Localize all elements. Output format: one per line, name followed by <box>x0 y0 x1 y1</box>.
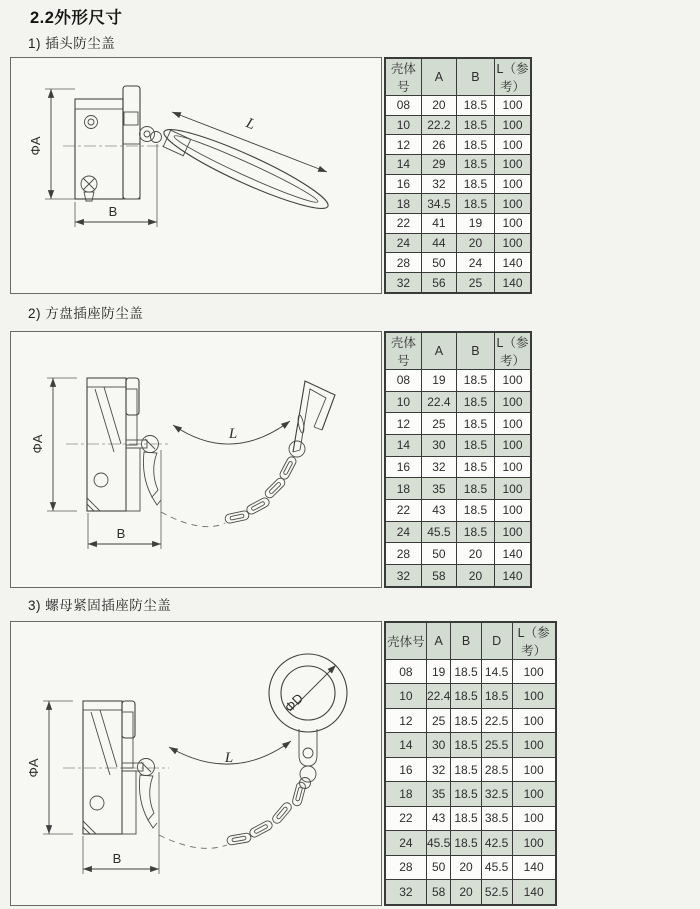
table-row <box>385 855 556 879</box>
table-cell: 18.5 <box>457 370 495 392</box>
dimension-table-nut-socket <box>384 621 557 906</box>
table-row <box>385 273 531 293</box>
section-3-label: 3) 螺母紧固插座防尘盖 <box>28 598 172 613</box>
table-cell: 18.5 <box>457 435 495 457</box>
table-cell: 25.5 <box>481 733 512 757</box>
table-cell: 100 <box>494 500 531 522</box>
table-cell: 12 <box>385 413 421 435</box>
table-cell: 32 <box>385 880 426 905</box>
column-header: A <box>421 332 456 370</box>
table-cell: 100 <box>494 391 531 413</box>
lanyard-loop <box>158 119 333 219</box>
table-row <box>385 233 531 253</box>
dimension-l <box>173 421 290 444</box>
table-cell: 18.5 <box>457 96 495 116</box>
table-cell: 24 <box>457 253 495 273</box>
table-cell: 20 <box>457 565 495 587</box>
dimension-phi-a <box>26 701 73 834</box>
table-cell: 45.5 <box>426 831 451 855</box>
table-cell: 10 <box>385 391 421 413</box>
table-cell: 18.5 <box>457 115 495 135</box>
section-3-row <box>10 621 557 906</box>
latch-lever <box>142 436 162 506</box>
table-cell: 45.5 <box>481 855 512 879</box>
dim-l-label: L <box>243 115 258 134</box>
table-row <box>385 880 556 905</box>
table-cell: 30 <box>426 733 451 757</box>
table-cell: 140 <box>494 543 531 565</box>
table-cell: 20 <box>421 96 456 116</box>
table-cell: 140 <box>512 880 555 905</box>
column-header: L（参考） <box>494 332 531 370</box>
table-cell: 22.5 <box>481 708 512 732</box>
table-cell: 14.5 <box>481 660 512 684</box>
column-header: D <box>481 622 512 660</box>
table-cell: 100 <box>494 478 531 500</box>
plug-dust-cap-drawing <box>10 57 382 294</box>
table-cell: 100 <box>512 684 555 708</box>
table-cell: 32 <box>385 273 421 293</box>
table-cell: 08 <box>385 370 421 392</box>
nut-socket-cap-svg <box>11 622 381 905</box>
cap-body <box>87 378 147 511</box>
table-cell: 140 <box>494 253 531 273</box>
table-cell: 100 <box>494 233 531 253</box>
table-cell: 100 <box>512 757 555 781</box>
table-cell: 100 <box>512 806 555 830</box>
table-row <box>385 660 556 684</box>
table-row <box>385 831 556 855</box>
table-row <box>385 782 556 806</box>
table-cell: 50 <box>421 253 456 273</box>
table-cell: 18.5 <box>457 155 495 175</box>
page-title: 2.2外形尺寸 <box>30 9 123 27</box>
table-row <box>385 370 531 392</box>
table-header-row <box>385 622 556 660</box>
table-cell: 34.5 <box>421 194 456 214</box>
table-cell: 18.5 <box>457 174 495 194</box>
table-cell: 42.5 <box>481 831 512 855</box>
table-row <box>385 135 531 155</box>
chain-links <box>226 781 306 845</box>
table-cell: 28 <box>385 543 421 565</box>
table-cell: 50 <box>426 855 451 879</box>
dimension-b <box>88 450 161 549</box>
table-cell: 100 <box>512 782 555 806</box>
table-cell: 18.5 <box>451 782 481 806</box>
table-cell: 18.5 <box>457 413 495 435</box>
table-cell: 20 <box>457 233 495 253</box>
table-cell: 18.5 <box>451 660 481 684</box>
table-cell: 41 <box>421 214 456 234</box>
table-row <box>385 500 531 522</box>
table-cell: 100 <box>512 660 555 684</box>
table-cell: 19 <box>457 214 495 234</box>
table-cell: 140 <box>494 565 531 587</box>
table-row <box>385 115 531 135</box>
column-header: A <box>426 622 451 660</box>
cap-body <box>83 701 143 834</box>
table-cell: 24 <box>385 521 421 543</box>
section-1-row <box>10 57 532 294</box>
table-row <box>385 684 556 708</box>
table-cell: 18.5 <box>457 391 495 413</box>
table-cell: 100 <box>494 155 531 175</box>
table-cell: 18.5 <box>457 456 495 478</box>
table-cell: 22 <box>385 500 421 522</box>
square-flange-socket-cap-svg <box>11 332 381 587</box>
table-header-row <box>385 58 531 96</box>
table-cell: 18.5 <box>457 521 495 543</box>
dim-b-label: B <box>108 204 118 219</box>
table-cell: 24 <box>385 233 421 253</box>
dimension-table-plug <box>384 57 532 294</box>
table-row <box>385 456 531 478</box>
table-cell: 140 <box>494 273 531 293</box>
dimension-b <box>83 772 159 874</box>
table-cell: 22 <box>385 806 426 830</box>
column-header: L（参考） <box>494 58 531 96</box>
column-header: B <box>451 622 481 660</box>
table-cell: 25 <box>421 413 456 435</box>
table-cell: 29 <box>421 155 456 175</box>
dim-phi-a-label: ΦA <box>28 136 43 156</box>
latch-lever <box>138 759 158 829</box>
table-row <box>385 413 531 435</box>
table-cell: 100 <box>494 115 531 135</box>
table-cell: 10 <box>385 684 426 708</box>
table-cell: 16 <box>385 174 421 194</box>
table-cell: 18 <box>385 782 426 806</box>
table-cell: 18.5 <box>457 135 495 155</box>
plug-dust-cap-svg <box>11 58 381 293</box>
square-flange-socket-cap-drawing <box>10 331 382 588</box>
table-cell: 100 <box>494 174 531 194</box>
table-cell: 28 <box>385 855 426 879</box>
table-row <box>385 253 531 273</box>
dim-l-label: L <box>224 750 234 766</box>
section-2-row <box>10 331 532 588</box>
dim-phi-a-label: ΦA <box>26 758 41 778</box>
column-header: L（参考） <box>512 622 555 660</box>
column-header: 壳体号 <box>385 58 421 96</box>
table-cell: 32 <box>421 456 456 478</box>
section-1-label: 1) 插头防尘盖 <box>28 36 116 51</box>
table-cell: 100 <box>512 733 555 757</box>
table-cell: 26 <box>421 135 456 155</box>
table-cell: 43 <box>421 500 456 522</box>
table-cell: 100 <box>512 831 555 855</box>
table-cell: 16 <box>385 456 421 478</box>
cap-body <box>75 86 140 201</box>
table-cell: 19 <box>426 660 451 684</box>
table-cell: 19 <box>421 370 456 392</box>
table-cell: 44 <box>421 233 456 253</box>
table-cell: 08 <box>385 660 426 684</box>
motion-arc <box>159 835 227 848</box>
table-cell: 28 <box>385 253 421 273</box>
table-cell: 16 <box>385 757 426 781</box>
table-row <box>385 521 531 543</box>
motion-arc <box>161 512 225 527</box>
table-cell: 08 <box>385 96 421 116</box>
table-cell: 18.5 <box>451 757 481 781</box>
table-cell: 100 <box>494 194 531 214</box>
table-row <box>385 733 556 757</box>
table-cell: 100 <box>494 370 531 392</box>
column-header: 壳体号 <box>385 622 426 660</box>
chain-links <box>224 441 305 524</box>
table-cell: 100 <box>494 96 531 116</box>
table-row <box>385 174 531 194</box>
table-row <box>385 565 531 587</box>
column-header: B <box>457 58 495 96</box>
table-cell: 35 <box>421 478 456 500</box>
nut-socket-cap-drawing <box>10 621 382 906</box>
table-cell: 100 <box>494 456 531 478</box>
table-row <box>385 806 556 830</box>
table-cell: 18.5 <box>451 684 481 708</box>
dimension-table-square-flange <box>384 331 532 588</box>
table-cell: 22 <box>385 214 421 234</box>
table-cell: 32 <box>421 174 456 194</box>
table-cell: 10 <box>385 115 421 135</box>
table-cell: 100 <box>512 708 555 732</box>
table-cell: 20 <box>457 543 495 565</box>
table-cell: 18.5 <box>451 831 481 855</box>
dim-b-label: B <box>112 851 122 866</box>
table-cell: 25 <box>426 708 451 732</box>
table-cell: 32.5 <box>481 782 512 806</box>
table-cell: 50 <box>421 543 456 565</box>
table-cell: 100 <box>494 135 531 155</box>
column-header: B <box>457 332 495 370</box>
table-cell: 18.5 <box>457 194 495 214</box>
table-cell: 140 <box>512 855 555 879</box>
table-cell: 28.5 <box>481 757 512 781</box>
table-cell: 18.5 <box>457 478 495 500</box>
table-row <box>385 96 531 116</box>
table-cell: 100 <box>494 521 531 543</box>
table-cell: 12 <box>385 135 421 155</box>
table-row <box>385 194 531 214</box>
table-cell: 56 <box>421 273 456 293</box>
clevis-hinge <box>140 127 162 143</box>
table-cell: 20 <box>451 880 481 905</box>
table-row <box>385 435 531 457</box>
table-cell: 14 <box>385 435 421 457</box>
table-cell: 18 <box>385 478 421 500</box>
table-row <box>385 543 531 565</box>
table-cell: 32 <box>385 565 421 587</box>
table-cell: 14 <box>385 155 421 175</box>
column-header: A <box>421 58 456 96</box>
table-cell: 18.5 <box>451 708 481 732</box>
table-row <box>385 214 531 234</box>
table-cell: 22.4 <box>426 684 451 708</box>
table-row <box>385 155 531 175</box>
table-cell: 35 <box>426 782 451 806</box>
table-cell: 22.2 <box>421 115 456 135</box>
table-cell: 58 <box>421 565 456 587</box>
table-cell: 30 <box>421 435 456 457</box>
table-cell: 52.5 <box>481 880 512 905</box>
table-cell: 12 <box>385 708 426 732</box>
table-cell: 45.5 <box>421 521 456 543</box>
table-cell: 58 <box>426 880 451 905</box>
table-cell: 18.5 <box>457 500 495 522</box>
table-header-row <box>385 332 531 370</box>
table-cell: 32 <box>426 757 451 781</box>
table-cell: 18.5 <box>481 684 512 708</box>
table-cell: 20 <box>451 855 481 879</box>
table-cell: 14 <box>385 733 426 757</box>
table-cell: 100 <box>494 214 531 234</box>
column-header: 壳体号 <box>385 332 421 370</box>
dimension-phi-a <box>30 378 77 511</box>
dim-b-label: B <box>116 526 126 541</box>
dim-phi-d-label: ΦD <box>281 690 307 716</box>
table-row <box>385 391 531 413</box>
table-cell: 24 <box>385 831 426 855</box>
table-cell: 38.5 <box>481 806 512 830</box>
dimension-phi-a <box>28 89 75 199</box>
table-cell: 18.5 <box>451 806 481 830</box>
dim-phi-a-label: ΦA <box>30 434 45 454</box>
section-2-label: 2) 方盘插座防尘盖 <box>28 306 144 321</box>
table-cell: 22.4 <box>421 391 456 413</box>
table-row <box>385 757 556 781</box>
table-cell: 18.5 <box>451 733 481 757</box>
table-cell: 18 <box>385 194 421 214</box>
table-cell: 100 <box>494 413 531 435</box>
table-cell: 100 <box>494 435 531 457</box>
dim-l-label: L <box>228 426 238 442</box>
dimension-l <box>169 741 291 766</box>
table-row <box>385 708 556 732</box>
table-cell: 25 <box>457 273 495 293</box>
table-row <box>385 478 531 500</box>
end-ring <box>269 654 347 789</box>
table-cell: 43 <box>426 806 451 830</box>
